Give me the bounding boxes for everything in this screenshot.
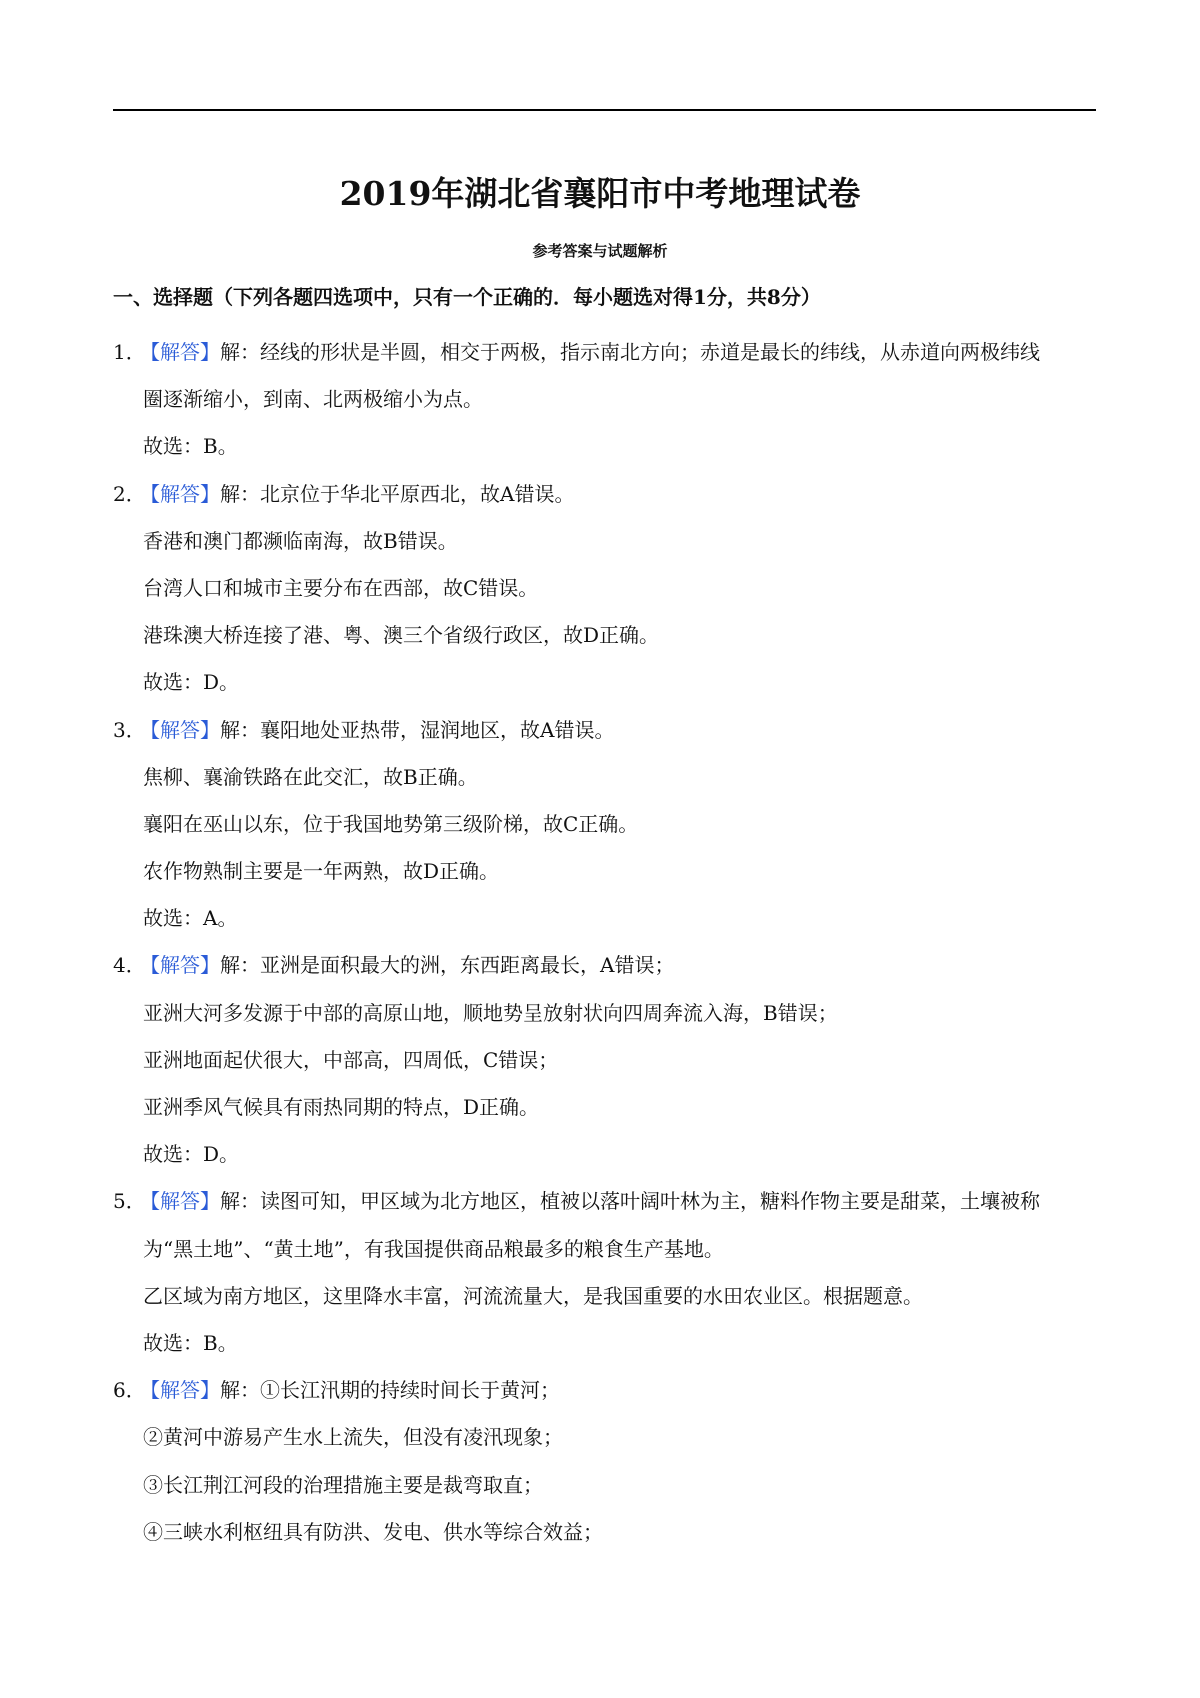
answer-first-line bbox=[113, 471, 1103, 518]
answer-choice: 故选：B。 bbox=[143, 1330, 238, 1355]
answer-line: ④三峡水利枢纽具有防洪、发电、供水等综合效益； bbox=[143, 1519, 603, 1544]
section-heading: 一、选择题（下列各题四选项中，只有一个正确的．每小题选对得1分，共8分） bbox=[113, 285, 821, 309]
answer-item-6 bbox=[113, 1367, 1103, 1556]
page-title: 2019年湖北省襄阳市中考地理试卷 bbox=[339, 174, 861, 213]
answer-line: 为“黑土地”、“黄土地”，有我国提供商品粮最多的粮食生产基地。 bbox=[143, 1236, 724, 1261]
answer-item-2 bbox=[113, 471, 1103, 707]
answer-item-1 bbox=[113, 329, 1103, 471]
answer-text: 解：经线的形状是半圆，相交于两极，指示南北方向；赤道是最长的纬线，从赤道向两极纬线 bbox=[220, 340, 1040, 364]
answer-text: 解：①长江汛期的持续时间长于黄河； bbox=[220, 1378, 560, 1403]
answer-text: 解：亚洲是面积最大的洲，东西距离最长，A错误； bbox=[220, 953, 675, 978]
answer-line: 港珠澳大桥连接了港、粤、澳三个省级行政区，故D正确。 bbox=[143, 623, 660, 648]
answer-line: 焦柳、襄渝铁路在此交汇，故B正确。 bbox=[143, 764, 478, 789]
answer-first-line bbox=[113, 942, 1103, 989]
answer-item-4 bbox=[113, 942, 1103, 1178]
answer-line: 乙区域为南方地区，这里降水丰富，河流流量大，是我国重要的水田农业区。根据题意。 bbox=[143, 1283, 923, 1308]
answer-number: 2． bbox=[113, 481, 146, 506]
answer-first-line bbox=[113, 329, 1103, 376]
page-subtitle: 参考答案与试题解析 bbox=[532, 242, 668, 260]
answer-line: ②黄河中游易产生水上流失，但没有凌汛现象； bbox=[143, 1425, 563, 1450]
answer-text: 解：襄阳地处亚热带，湿润地区，故A错误。 bbox=[220, 717, 615, 742]
answer-tag: 【解答】 bbox=[140, 1378, 220, 1403]
answer-text: 解：北京位于华北平原西北，故A错误。 bbox=[220, 481, 575, 506]
answer-line: 亚洲季风气候具有雨热同期的特点，D正确。 bbox=[143, 1095, 540, 1119]
answer-line: 台湾人口和城市主要分布在西部，故C错误。 bbox=[143, 575, 539, 600]
answer-item-5 bbox=[113, 1178, 1103, 1367]
answer-line: 香港和澳门都濒临南海，故B错误。 bbox=[143, 528, 458, 553]
answer-item-3 bbox=[113, 707, 1103, 943]
answer-line: 圈逐渐缩小，到南、北两极缩小为点。 bbox=[143, 387, 483, 412]
answer-tag: 【解答】 bbox=[140, 717, 220, 742]
answer-first-line bbox=[113, 1178, 1103, 1225]
answer-choice: 故选：B。 bbox=[143, 434, 238, 459]
answer-number: 4． bbox=[113, 953, 146, 978]
answer-tag: 【解答】 bbox=[140, 1189, 220, 1214]
answer-line: 农作物熟制主要是一年两熟，故D正确。 bbox=[143, 859, 500, 884]
answer-list bbox=[113, 329, 1103, 1556]
answer-tag: 【解答】 bbox=[140, 340, 220, 364]
answer-tag: 【解答】 bbox=[140, 953, 220, 978]
answer-number: 1． bbox=[113, 340, 146, 364]
answer-line: 亚洲大河多发源于中部的高原山地，顺地势呈放射状向四周奔流入海，B错误； bbox=[143, 1000, 838, 1025]
answer-tag: 【解答】 bbox=[140, 481, 220, 506]
answer-text: 解：读图可知，甲区域为北方地区，植被以落叶阔叶林为主，糖料作物主要是甜菜，土壤被称 bbox=[220, 1189, 1040, 1214]
header-rule bbox=[113, 109, 1096, 111]
answer-number: 3． bbox=[113, 717, 146, 742]
answer-first-line bbox=[113, 1367, 1103, 1414]
answer-choice: 故选：A。 bbox=[143, 906, 238, 931]
answer-line: 襄阳在巫山以东，位于我国地势第三级阶梯，故C正确。 bbox=[143, 811, 639, 836]
answer-choice: 故选：D。 bbox=[143, 1142, 240, 1167]
answer-first-line bbox=[113, 707, 1103, 754]
answer-number: 5． bbox=[113, 1189, 146, 1214]
answer-line: ③长江荆江河段的治理措施主要是裁弯取直； bbox=[143, 1472, 543, 1497]
answer-number: 6． bbox=[113, 1378, 146, 1403]
answer-choice: 故选：D。 bbox=[143, 670, 240, 695]
answer-line: 亚洲地面起伏很大，中部高，四周低，C错误； bbox=[143, 1047, 559, 1072]
